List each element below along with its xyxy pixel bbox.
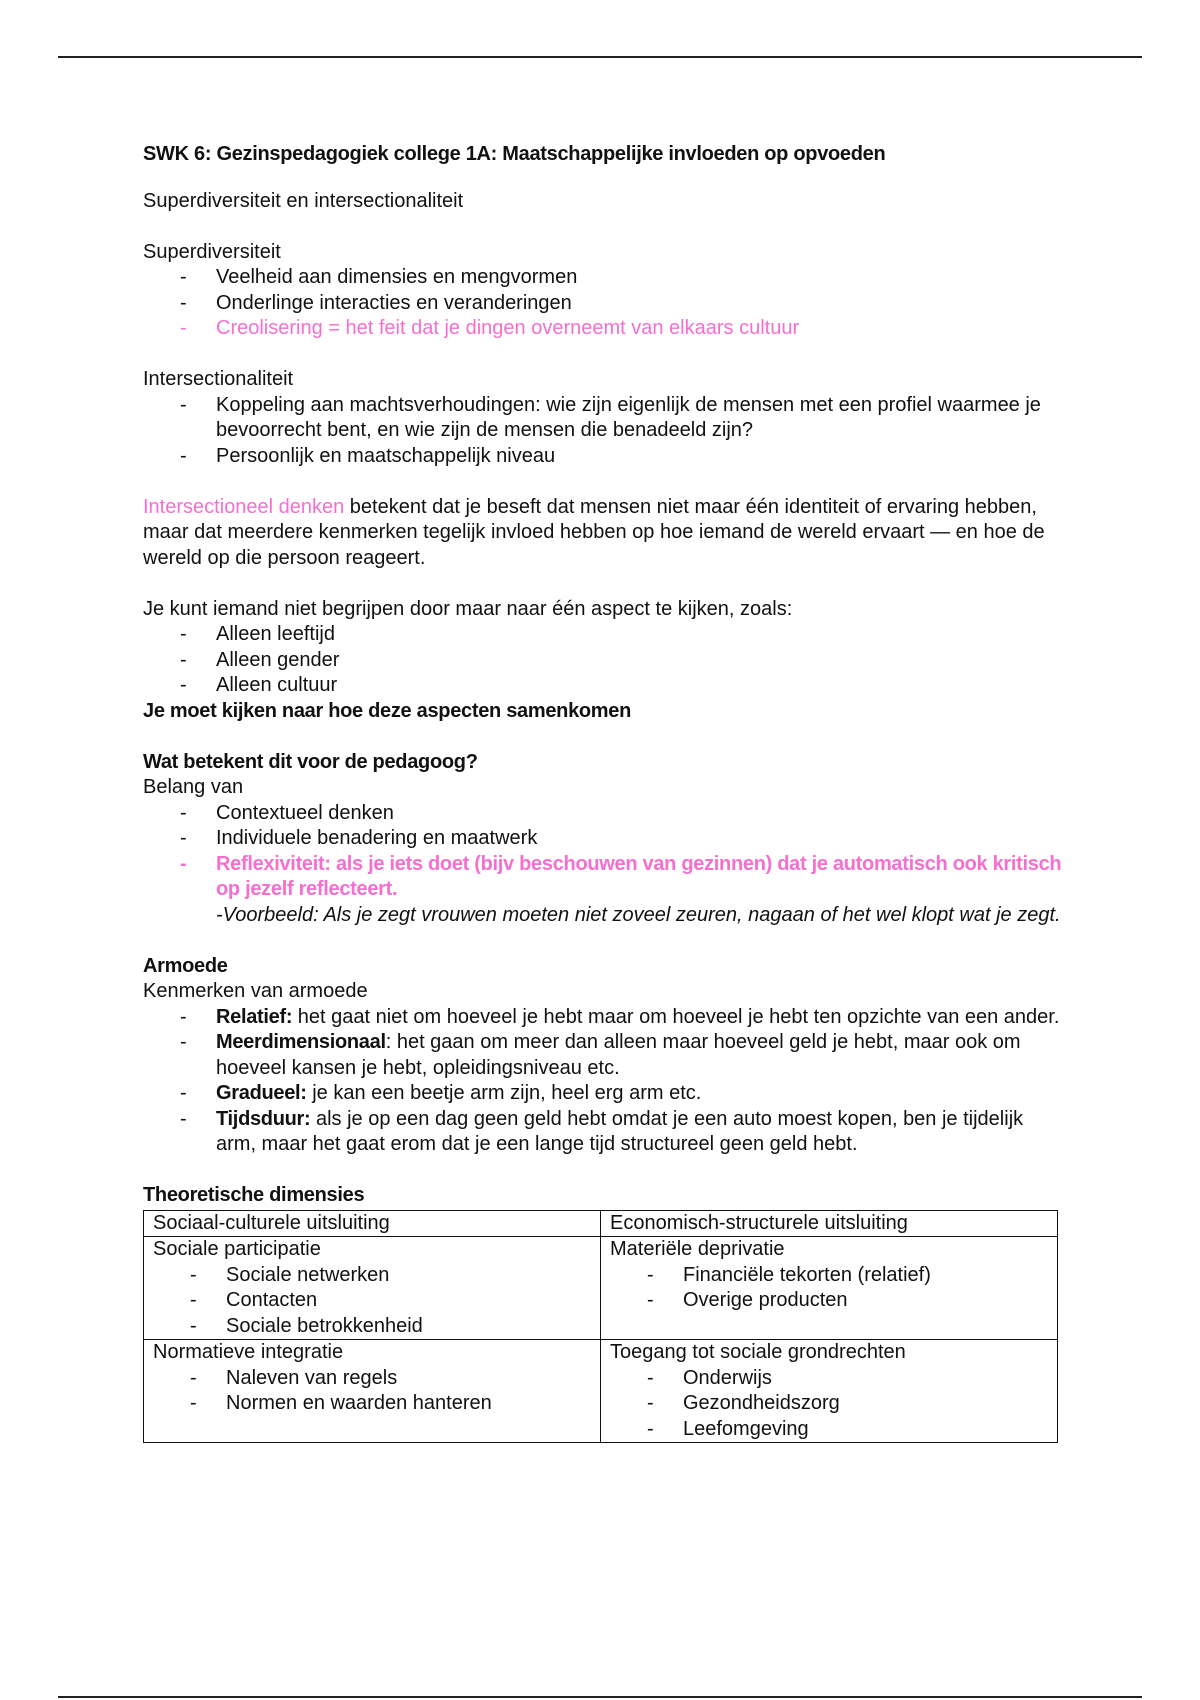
- cell-title: Toegang tot sociale grondrechten: [610, 1341, 906, 1363]
- paragraph-text: betekent dat je beseft dat mensen niet maar één identiteit of ervaring hebben, maar dat meerdere kenmerken tegelijk invloed hebben op hoe iemand de wereld ervaart — en hoe de wereld op die persoon reageert.: [143, 495, 1045, 569]
- theoretische-dimensies-heading: Theoretische dimensies: [143, 1184, 365, 1206]
- list-item: - Veelheid aan dimensies en mengvormen: [143, 265, 1063, 291]
- list-item: - Onderlinge interacties en veranderingen: [143, 291, 1063, 317]
- aspecten-list: [143, 622, 1063, 699]
- bottom-rule: [58, 1696, 1142, 1698]
- list-item: - Alleen leeftijd: [143, 622, 1063, 648]
- pedagoog-list: [143, 801, 1063, 929]
- intersectionaliteit-list: [143, 393, 1063, 470]
- list-item: - Naleven van regels: [153, 1366, 591, 1392]
- intersectionaliteit-heading: Intersectionaliteit: [143, 368, 294, 390]
- highlighted-term: Intersectioneel denken: [143, 495, 345, 518]
- table-cell: [601, 1237, 1058, 1340]
- list-item-reflexiviteit: [143, 852, 1063, 929]
- voorbeeld-text: -Voorbeeld: Als je zegt vrouwen moeten niet zoveel zeuren, nagaan of het wel klopt wat je zegt.: [216, 903, 1061, 926]
- list-item: - Contextueel denken: [143, 801, 1063, 827]
- item-text: : het gaan om meer dan alleen maar hoeveel geld je hebt, maar ook om hoeveel kansen je hebt, opleidingsniveau etc.: [216, 1031, 1021, 1079]
- cell-list: [153, 1366, 591, 1417]
- list-item: - Leefomgeving: [610, 1417, 1048, 1443]
- top-rule: [58, 56, 1142, 58]
- item-term: Relatief:: [216, 1005, 293, 1028]
- reflexiviteit-text: - Reflexiviteit: als je iets doet (bijv beschouwen van gezinnen) dat je automatisch ook kritisch op jezelf reflecteert.: [216, 852, 1062, 900]
- list-item: - Gezondheidszorg: [610, 1391, 1048, 1417]
- subtitle: Superdiversiteit en intersectionaliteit: [143, 189, 464, 212]
- list-item: [143, 1005, 1063, 1031]
- pedagoog-intro: Belang van: [143, 776, 244, 798]
- dimensies-table: [143, 1210, 1058, 1444]
- cell-list: [610, 1366, 1048, 1443]
- cell-list: [153, 1263, 591, 1340]
- item-text: je kan een beetje arm zijn, heel erg arm etc.: [306, 1082, 702, 1104]
- cell-title: Sociale participatie: [153, 1238, 321, 1260]
- item-text: het gaat niet om hoeveel je hebt maar om hoeveel je hebt ten opzichte van een ander.: [292, 1005, 1060, 1028]
- aspecten-conclusion: Je moet kijken naar hoe deze aspecten samenkomen: [143, 699, 632, 722]
- page-title: SWK 6: Gezinspedagogiek college 1A: Maatschappelijke invloeden op opvoeden: [143, 143, 886, 165]
- list-item: - Individuele benadering en maatwerk: [143, 826, 1063, 852]
- pedagoog-heading: Wat betekent dit voor de pedagoog?: [143, 750, 478, 773]
- superdiversiteit-heading: Superdiversiteit: [143, 240, 281, 263]
- list-item: - Normen en waarden hanteren: [153, 1391, 591, 1417]
- list-item: [143, 1107, 1063, 1158]
- table-row: [144, 1340, 1058, 1443]
- table-cell: [144, 1237, 601, 1340]
- armoede-heading: Armoede: [143, 954, 228, 977]
- item-term: Gradueel:: [216, 1082, 307, 1104]
- table-row: [144, 1237, 1058, 1340]
- item-text: als je op een dag geen geld hebt omdat je een auto moest kopen, ben je tijdelijk arm, maar het gaat erom dat je een lange tijd structureel geen geld hebt.: [216, 1107, 1024, 1155]
- armoede-list: [143, 1005, 1063, 1158]
- table-header-cell: Sociaal-culturele uitsluiting: [144, 1210, 601, 1237]
- list-item-highlight: - Creolisering = het feit dat je dingen overneemt van elkaars cultuur: [143, 316, 1063, 342]
- intersectioneel-denken-paragraph: [143, 495, 1063, 572]
- cell-title: Normatieve integratie: [153, 1341, 344, 1363]
- item-term: Tijdsduur:: [216, 1107, 311, 1130]
- list-item: - Persoonlijk en maatschappelijk niveau: [143, 444, 1063, 470]
- list-item: - Koppeling aan machtsverhoudingen: wie zijn eigenlijk de mensen met een profiel waarmee je bevoorrecht bent, en wie zijn de mensen die benadeeld zijn?: [143, 393, 1063, 444]
- table-cell: [601, 1340, 1058, 1443]
- table-header-cell: Economisch-structurele uitsluiting: [601, 1210, 1058, 1237]
- list-item: [143, 1030, 1063, 1081]
- table-header-row: [144, 1210, 1058, 1237]
- superdiversiteit-list: [143, 265, 1063, 342]
- document-body: [143, 142, 1063, 1443]
- list-item: [143, 1081, 1063, 1107]
- list-item: - Overige producten: [610, 1288, 1048, 1314]
- list-item: - Alleen cultuur: [143, 673, 1063, 699]
- item-term: Meerdimensionaal: [216, 1031, 386, 1053]
- cell-title: Materiële deprivatie: [610, 1238, 785, 1260]
- list-item: - Sociale betrokkenheid: [153, 1314, 591, 1340]
- list-item: - Sociale netwerken: [153, 1263, 591, 1289]
- list-item: - Contacten: [153, 1288, 591, 1314]
- list-item: - Financiële tekorten (relatief): [610, 1263, 1048, 1289]
- table-cell: [144, 1340, 601, 1443]
- aspecten-intro: Je kunt iemand niet begrijpen door maar naar één aspect te kijken, zoals:: [143, 597, 793, 620]
- cell-list: [610, 1263, 1048, 1314]
- armoede-intro: Kenmerken van armoede: [143, 980, 368, 1002]
- list-item: - Onderwijs: [610, 1366, 1048, 1392]
- list-item: - Alleen gender: [143, 648, 1063, 674]
